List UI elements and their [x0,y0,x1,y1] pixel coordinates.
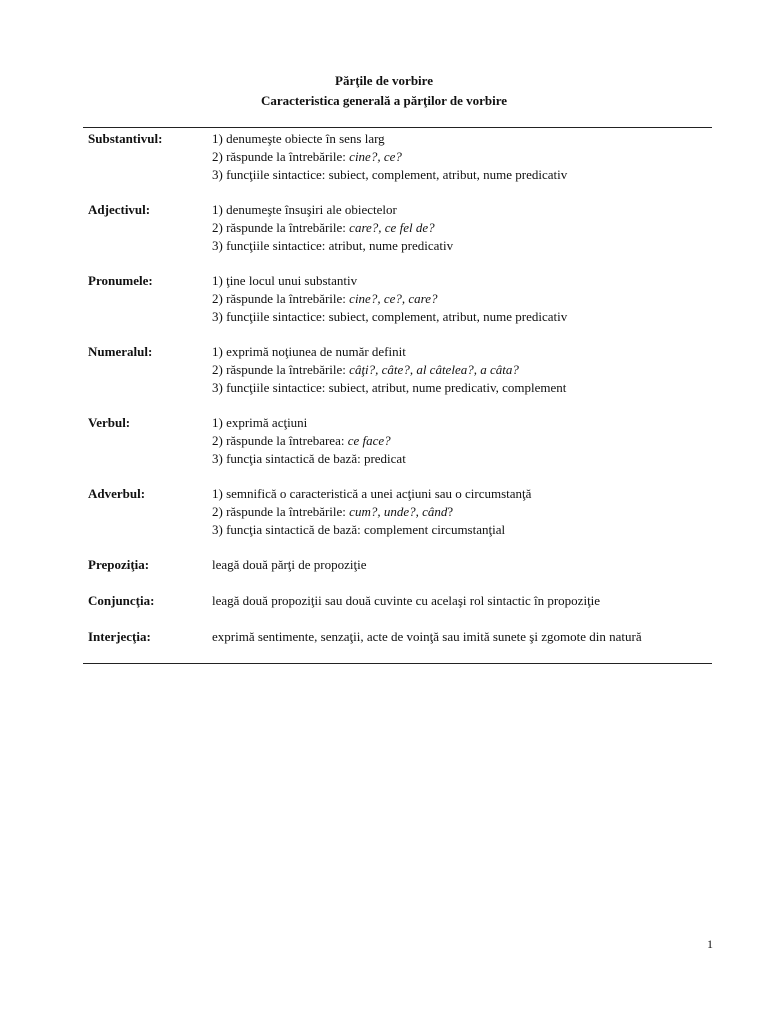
description-line [212,628,682,646]
description-line [212,308,712,326]
description-line [212,148,712,166]
description-text: 3) funcţiile sintactice: subiect, atribut, nume predicativ, complement [212,380,567,395]
part-of-speech-term: Interjecţia: [88,629,151,644]
question-examples: ce face? [347,433,391,448]
question-examples: câţi?, câte?, al câtelea?, a câta? [349,362,519,377]
description-line [212,343,712,361]
description-text: 3) funcţiile sintactice: subiect, complement, atribut, nume predicativ [212,309,568,324]
description-text: leagă două propoziţii sau două cuvinte cu acelaşi rol sintactic în propoziţie [212,593,601,608]
description-line [212,237,712,255]
part-of-speech-term: Numeralul: [88,344,153,359]
table-row [88,343,712,397]
description-line [212,166,712,184]
description-text: 2) răspunde la întrebările: [212,504,350,519]
parts-of-speech-table [88,128,712,646]
description-line [212,219,712,237]
part-of-speech-description [212,130,712,184]
description-text: leagă două părţi de propoziţie [212,557,367,572]
description-text: 3) funcţiile sintactice: subiect, complement, atribut, nume predicativ [212,167,568,182]
page-number: 1 [707,937,713,951]
page-title: Părţile de vorbire [335,73,433,88]
table-row [88,592,712,610]
description-line [212,432,712,450]
part-of-speech-term: Conjuncţia: [88,593,155,608]
question-examples: cine?, ce?, care? [349,291,438,306]
description-line [212,521,712,539]
part-of-speech-term: Pronumele: [88,273,153,288]
description-text: 3) funcţia sintactică de bază: complement circumstanţial [212,522,506,537]
description-text: 3) funcţiile sintactice: atribut, nume predicativ [212,238,454,253]
question-examples: care?, ce fel de? [349,220,435,235]
part-of-speech-term: Substantivul: [88,131,163,146]
table-row [88,130,712,184]
description-text: 2) răspunde la întrebările: [212,220,350,235]
table-row [88,201,712,255]
table-row [88,414,712,468]
description-text: 2) răspunde la întrebările: [212,291,350,306]
description-text: 2) răspunde la întrebarea: [212,433,348,448]
part-of-speech-description [212,201,712,255]
description-text: 3) funcţia sintactică de bază: predicat [212,451,406,466]
description-text: 1) exprimă acţiuni [212,415,308,430]
table-row [88,556,712,574]
table-bottom-rule [83,663,712,664]
description-line [212,290,712,308]
part-of-speech-term: Adverbul: [88,486,146,501]
question-suffix: ? [447,504,454,519]
description-line [212,485,712,503]
part-of-speech-description [212,628,712,646]
part-of-speech-description [212,272,712,326]
part-of-speech-description [212,592,712,610]
question-examples: cine?, ce? [349,149,402,164]
description-line [212,130,712,148]
table-row [88,272,712,326]
part-of-speech-term: Prepoziţia: [88,557,150,572]
description-line [212,272,712,290]
description-text: 1) semnifică o caracteristică a unei acţiuni sau o circumstanţă [212,486,532,501]
description-line [212,361,712,379]
description-line [212,556,712,574]
page-subtitle: Caracteristica generală a părţilor de vorbire [260,93,508,108]
part-of-speech-description [212,414,712,468]
description-line [212,414,712,432]
question-examples: cum?, unde?, când [349,504,448,519]
part-of-speech-term: Verbul: [88,415,131,430]
description-text: exprimă sentimente, senzaţii, acte de voinţă sau imită sunete şi zgomote din natură [212,629,642,644]
description-line [212,592,712,610]
description-line [212,201,712,219]
description-text: 1) denumeşte însuşiri ale obiectelor [212,202,397,217]
description-text: 1) exprimă noţiunea de număr definit [212,344,406,359]
description-text: 1) ţine locul unui substantiv [212,273,358,288]
part-of-speech-term: Adjectivul: [88,202,151,217]
description-text: 1) denumeşte obiecte în sens larg [212,131,385,146]
table-row [88,485,712,539]
description-line [212,379,712,397]
part-of-speech-description [212,556,712,574]
description-line [212,450,712,468]
part-of-speech-description [212,343,712,397]
part-of-speech-description [212,485,712,539]
description-text: 2) răspunde la întrebările: [212,149,350,164]
table-row [88,628,712,646]
description-text: 2) răspunde la întrebările: [212,362,350,377]
description-line [212,503,712,521]
